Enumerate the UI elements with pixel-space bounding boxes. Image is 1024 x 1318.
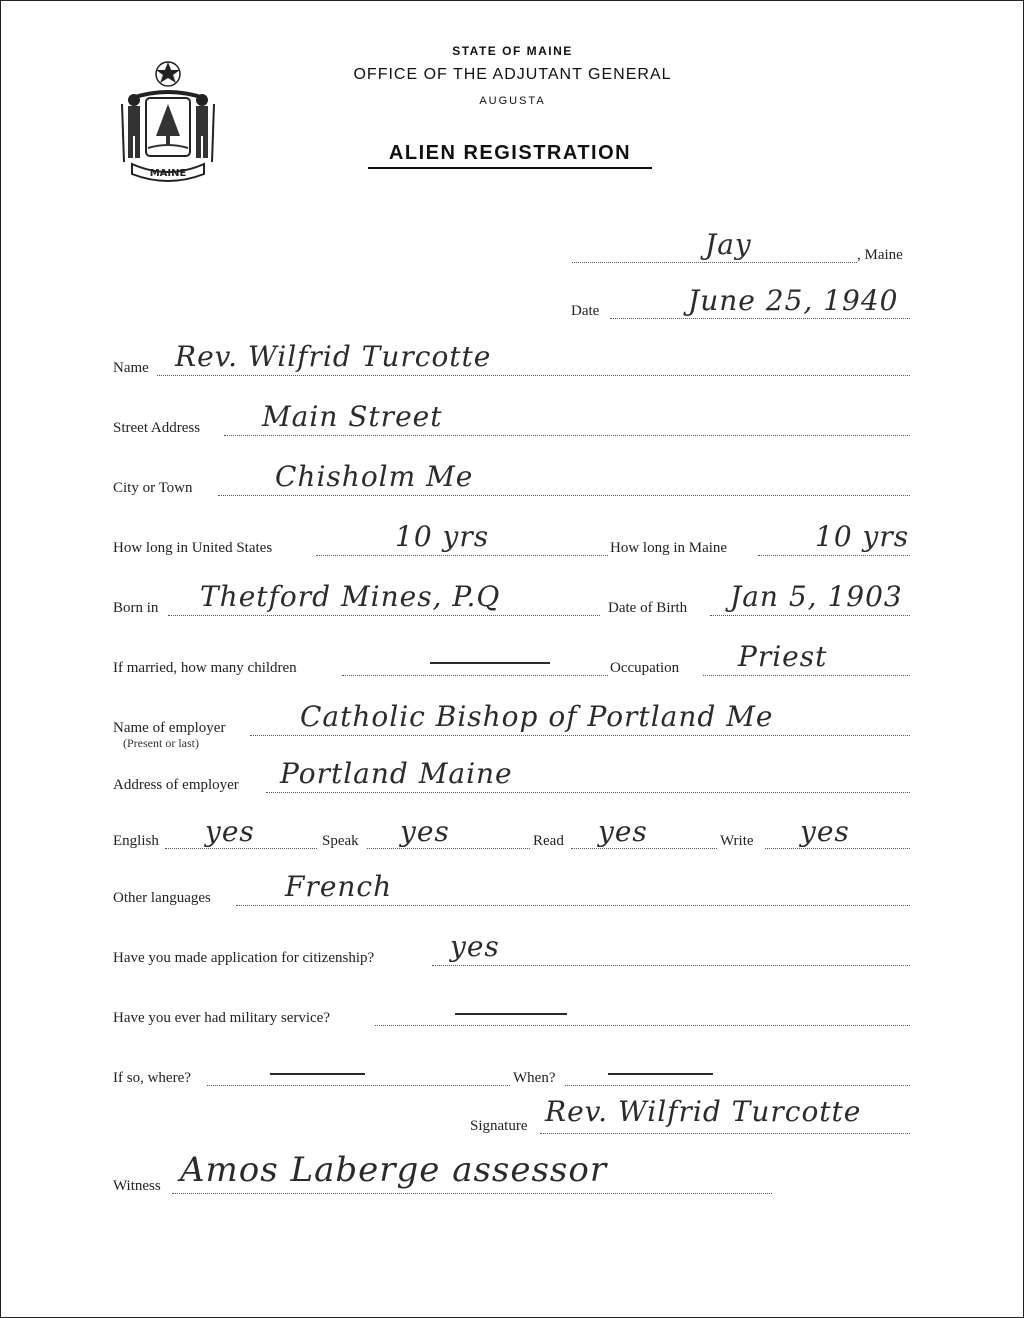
employer-label: Name of employer — [113, 720, 226, 736]
maine-label: How long in Maine — [610, 540, 728, 556]
seal-banner: MAINE — [149, 168, 187, 179]
us-line — [316, 555, 608, 556]
street-label: Street Address — [113, 420, 201, 436]
other-languages-line — [236, 905, 910, 906]
where-label: If so, where? — [113, 1070, 191, 1086]
occupation-label: Occupation — [610, 660, 680, 676]
other-languages-value: French — [285, 870, 393, 903]
occupation-value: Priest — [738, 640, 828, 673]
maine-value: 10 yrs — [815, 520, 910, 553]
where-dash — [270, 1073, 365, 1075]
military-line — [375, 1025, 910, 1026]
header-city: AUGUSTA — [479, 95, 546, 107]
read-label: Read — [533, 833, 564, 849]
write-label: Write — [720, 833, 754, 849]
english-line — [165, 848, 317, 849]
born-value: Thetford Mines, P.Q — [200, 580, 501, 613]
english-label: English — [113, 833, 159, 849]
town-line — [572, 262, 857, 263]
dob-line — [710, 615, 910, 616]
military-label: Have you ever had military service? — [113, 1010, 330, 1026]
us-label: How long in United States — [113, 540, 273, 556]
town-value: Jay — [705, 228, 752, 261]
city-line — [218, 495, 910, 496]
signature-label: Signature — [470, 1118, 528, 1134]
military-dash — [455, 1013, 567, 1015]
citizenship-value: yes — [450, 930, 500, 963]
employer-sublabel: (Present or last) — [123, 736, 199, 750]
citizenship-line — [432, 965, 910, 966]
town-suffix: , Maine — [857, 247, 903, 263]
write-value: yes — [800, 815, 850, 848]
occupation-line — [703, 675, 910, 676]
name-value: Rev. Wilfrid Turcotte — [175, 340, 492, 373]
read-line — [571, 848, 717, 849]
write-line — [765, 848, 910, 849]
where-line — [207, 1085, 510, 1086]
when-dash — [608, 1073, 713, 1075]
name-label: Name — [113, 360, 149, 376]
witness-label: Witness — [113, 1178, 161, 1194]
employer-line — [250, 735, 910, 736]
children-dash — [430, 662, 550, 664]
name-line — [157, 375, 910, 376]
dob-value: Jan 5, 1903 — [730, 580, 903, 613]
dob-label: Date of Birth — [608, 600, 688, 616]
citizenship-label: Have you made application for citizenship? — [113, 950, 375, 966]
header-state: STATE OF MAINE — [452, 44, 573, 58]
signature-value: Rev. Wilfrid Turcotte — [545, 1095, 862, 1128]
us-value: 10 yrs — [395, 520, 490, 553]
speak-value: yes — [400, 815, 450, 848]
street-value: Main Street — [262, 400, 443, 433]
witness-line — [172, 1193, 772, 1194]
speak-label: Speak — [322, 833, 359, 849]
children-label: If married, how many children — [113, 660, 297, 676]
form-title: ALIEN REGISTRATION — [388, 142, 632, 164]
children-line — [342, 675, 608, 676]
city-value: Chisholm Me — [275, 460, 474, 493]
born-label: Born in — [113, 600, 159, 616]
speak-line — [367, 848, 530, 849]
read-value: yes — [598, 815, 648, 848]
date-label: Date — [571, 303, 600, 319]
header-office: OFFICE OF THE ADJUTANT GENERAL — [353, 66, 672, 83]
street-line — [224, 435, 910, 436]
when-label: When? — [513, 1070, 556, 1086]
employer-address-label: Address of employer — [113, 777, 239, 793]
born-line — [168, 615, 600, 616]
title-underline — [368, 167, 652, 169]
witness-value: Amos Laberge assessor — [180, 1150, 608, 1190]
employer-value: Catholic Bishop of Portland Me — [300, 700, 774, 733]
maine-line — [758, 555, 910, 556]
employer-address-line — [266, 792, 910, 793]
when-line — [565, 1085, 910, 1086]
date-value: June 25, 1940 — [688, 284, 899, 317]
english-value: yes — [205, 815, 255, 848]
city-label: City or Town — [113, 480, 193, 496]
maine-state-seal — [112, 58, 224, 188]
other-languages-label: Other languages — [113, 890, 211, 906]
employer-address-value: Portland Maine — [280, 757, 513, 790]
signature-line — [540, 1133, 910, 1134]
date-line — [610, 318, 910, 319]
